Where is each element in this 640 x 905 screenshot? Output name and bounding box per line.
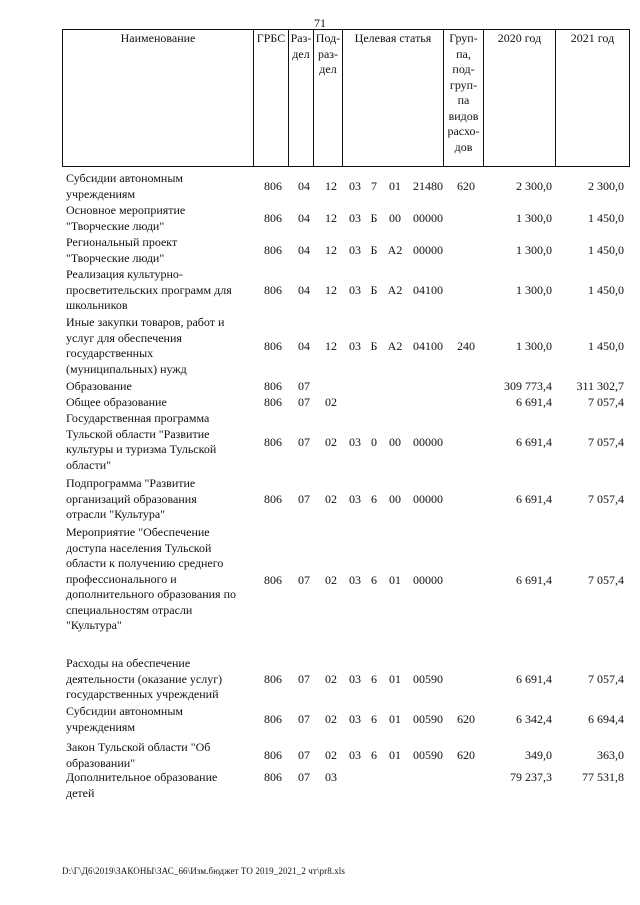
amount-2020-cell: 79 237,3 bbox=[510, 770, 552, 784]
razdel-cell: 07 bbox=[298, 395, 310, 409]
podrazdel-cell: 12 bbox=[325, 283, 337, 297]
razdel-cell: 07 bbox=[298, 770, 310, 784]
razdel-cell: 07 bbox=[298, 435, 310, 449]
row-name-line: организаций образования bbox=[66, 491, 197, 506]
tsel-subprogram-cell: 0 bbox=[371, 435, 377, 449]
tsel-subprogram-cell: 6 bbox=[371, 672, 377, 686]
page-number: 71 bbox=[314, 16, 326, 30]
row-name-line: доступа населения Тульской bbox=[66, 540, 212, 555]
tsel-subprogram-cell: Б bbox=[370, 339, 378, 353]
grbs-cell: 806 bbox=[264, 672, 282, 686]
amount-2021-cell: 7 057,4 bbox=[588, 492, 624, 506]
amount-2021-cell: 1 450,0 bbox=[588, 243, 624, 257]
row-name bbox=[66, 315, 252, 377]
tsel-subprogram-cell: 7 bbox=[371, 179, 377, 193]
row-name-line: учреждениям bbox=[66, 186, 136, 201]
grbs-cell: 806 bbox=[264, 770, 282, 784]
row-name-line: (муниципальных) нужд bbox=[66, 361, 187, 376]
row-name-line: Закон Тульской области "Об bbox=[66, 740, 211, 754]
tsel-program-cell: 03 bbox=[349, 672, 361, 686]
amount-2021-cell: 7 057,4 bbox=[588, 672, 624, 686]
tsel-event-cell: 01 bbox=[389, 573, 401, 587]
tsel-event-cell: 01 bbox=[389, 712, 401, 726]
tsel-program-cell: 03 bbox=[349, 243, 361, 257]
tsel-event-cell: А2 bbox=[387, 283, 403, 297]
row-name bbox=[66, 704, 252, 735]
tsel-event-cell: 01 bbox=[389, 748, 401, 762]
grbs-cell: 806 bbox=[264, 435, 282, 449]
tsel-subprogram-cell: Б bbox=[370, 283, 378, 297]
header-2021: 2021 год bbox=[556, 30, 630, 167]
tsel-direction-cell: 00000 bbox=[413, 573, 443, 587]
row-name-line: Подпрограмма "Развитие bbox=[66, 476, 196, 490]
row-name-line: "Творческие люди" bbox=[66, 218, 165, 233]
vid-rashodov-cell: 620 bbox=[457, 179, 475, 193]
tsel-direction-cell: 00000 bbox=[413, 211, 443, 225]
tsel-program-cell: 03 bbox=[349, 435, 361, 449]
tsel-program-cell: 03 bbox=[349, 339, 361, 353]
podrazdel-cell: 02 bbox=[325, 573, 337, 587]
amount-2020-cell: 2 300,0 bbox=[516, 179, 552, 193]
row-name-line: государственных учреждений bbox=[66, 687, 219, 701]
row-name bbox=[66, 171, 252, 202]
row-name-line: Общее образование bbox=[66, 395, 167, 409]
amount-2021-cell: 2 300,0 bbox=[588, 179, 624, 193]
tsel-subprogram-cell: 6 bbox=[371, 492, 377, 506]
row-name-line: "Культура" bbox=[66, 618, 122, 632]
tsel-program-cell: 03 bbox=[349, 211, 361, 225]
tsel-program-cell: 03 bbox=[349, 573, 361, 587]
amount-2021-cell: 1 450,0 bbox=[588, 339, 624, 353]
grbs-cell: 806 bbox=[264, 339, 282, 353]
amount-2020-cell: 6 342,4 bbox=[516, 712, 552, 726]
row-name-line: области к получению среднего bbox=[66, 556, 224, 570]
razdel-cell: 07 bbox=[298, 379, 310, 393]
tsel-direction-cell: 00000 bbox=[413, 435, 443, 449]
amount-2020-cell: 6 691,4 bbox=[516, 435, 552, 449]
amount-2021-cell: 311 302,7 bbox=[576, 379, 624, 393]
row-name bbox=[66, 656, 252, 703]
row-name bbox=[66, 267, 252, 314]
tsel-direction-cell: 04100 bbox=[413, 283, 443, 297]
row-name-line: области" bbox=[66, 457, 112, 472]
row-name-line: государственных bbox=[66, 346, 154, 360]
row-name bbox=[66, 476, 252, 523]
footer-file-path: D:\Г\Д6\2019\ЗАКОНЫ\ЗАС_66\Изм.бюджет ТО 2019_2021_2 чт\pr8.xls bbox=[62, 866, 346, 876]
row-name-line: "Творческие люди" bbox=[66, 250, 165, 265]
razdel-cell: 04 bbox=[298, 339, 310, 353]
amount-2021-cell: 77 531,8 bbox=[582, 770, 624, 784]
header-grbs: ГРБС bbox=[254, 30, 289, 167]
amount-2020-cell: 1 300,0 bbox=[516, 283, 552, 297]
row-name-line: Мероприятие "Обеспечение bbox=[66, 525, 210, 539]
row-name-line: Основное мероприятие bbox=[66, 203, 186, 217]
row-name bbox=[66, 525, 252, 634]
grbs-cell: 806 bbox=[264, 243, 282, 257]
tsel-event-cell: 00 bbox=[389, 211, 401, 225]
tsel-program-cell: 03 bbox=[349, 283, 361, 297]
podrazdel-cell: 02 bbox=[325, 748, 337, 762]
podrazdel-cell: 02 bbox=[325, 435, 337, 449]
amount-2021-cell: 7 057,4 bbox=[588, 435, 624, 449]
grbs-cell: 806 bbox=[264, 179, 282, 193]
tsel-direction-cell: 00000 bbox=[413, 492, 443, 506]
vid-rashodov-cell: 240 bbox=[457, 339, 475, 353]
tsel-event-cell: А2 bbox=[387, 243, 403, 257]
row-name-line: школьников bbox=[66, 298, 128, 312]
header-tselevaya-statya: Целевая статья bbox=[343, 30, 444, 167]
row-name-line: Государственная программа bbox=[66, 411, 210, 425]
row-name bbox=[66, 235, 252, 266]
amount-2021-cell: 1 450,0 bbox=[588, 283, 624, 297]
row-name-line: услуг для обеспечения bbox=[66, 330, 182, 345]
row-name bbox=[66, 203, 252, 234]
razdel-cell: 07 bbox=[298, 712, 310, 726]
grbs-cell: 806 bbox=[264, 712, 282, 726]
tsel-direction-cell: 00590 bbox=[413, 748, 443, 762]
row-name-line: профессионального и bbox=[66, 571, 177, 586]
podrazdel-cell: 02 bbox=[325, 492, 337, 506]
row-name-line: Образование bbox=[66, 379, 132, 393]
grbs-cell: 806 bbox=[264, 283, 282, 297]
header-gruppa: Груп- па, под- груп- па видов расхо- дов bbox=[444, 30, 484, 167]
tsel-subprogram-cell: Б bbox=[370, 243, 378, 257]
amount-2020-cell: 1 300,0 bbox=[516, 211, 552, 225]
tsel-event-cell: 01 bbox=[389, 179, 401, 193]
row-name-line: Дополнительное образование bbox=[66, 770, 218, 784]
row-name-line: культуры и туризма Тульской bbox=[66, 442, 217, 456]
razdel-cell: 07 bbox=[298, 573, 310, 587]
amount-2020-cell: 6 691,4 bbox=[516, 492, 552, 506]
row-name-line: Иные закупки товаров, работ и bbox=[66, 315, 225, 329]
amount-2021-cell: 6 694,4 bbox=[588, 712, 624, 726]
row-name-line: дополнительного образования по bbox=[66, 587, 236, 601]
tsel-direction-cell: 00000 bbox=[413, 243, 443, 257]
grbs-cell: 806 bbox=[264, 748, 282, 762]
tsel-program-cell: 03 bbox=[349, 492, 361, 506]
tsel-direction-cell: 00590 bbox=[413, 672, 443, 686]
tsel-direction-cell: 00590 bbox=[413, 712, 443, 726]
podrazdel-cell: 03 bbox=[325, 770, 337, 784]
row-name bbox=[66, 770, 252, 801]
row-name-line: отрасли "Культура" bbox=[66, 507, 166, 521]
row-name bbox=[66, 740, 252, 771]
amount-2020-cell: 6 691,4 bbox=[516, 573, 552, 587]
amount-2020-cell: 309 773,4 bbox=[504, 379, 552, 393]
razdel-cell: 04 bbox=[298, 243, 310, 257]
row-name bbox=[66, 395, 252, 411]
row-name-line: просветительских программ для bbox=[66, 282, 232, 297]
row-name-line: учреждениям bbox=[66, 719, 136, 734]
podrazdel-cell: 02 bbox=[325, 712, 337, 726]
vid-rashodov-cell: 620 bbox=[457, 748, 475, 762]
podrazdel-cell: 12 bbox=[325, 243, 337, 257]
grbs-cell: 806 bbox=[264, 573, 282, 587]
amount-2020-cell: 6 691,4 bbox=[516, 672, 552, 686]
header-razdel: Раз- дел bbox=[289, 30, 314, 167]
amount-2020-cell: 1 300,0 bbox=[516, 243, 552, 257]
header-name: Наименование bbox=[63, 30, 254, 167]
vid-rashodov-cell: 620 bbox=[457, 712, 475, 726]
tsel-direction-cell: 21480 bbox=[413, 179, 443, 193]
row-name-line: Субсидии автономным bbox=[66, 704, 183, 718]
podrazdel-cell: 02 bbox=[325, 395, 337, 409]
row-name-line: деятельности (оказание услуг) bbox=[66, 671, 223, 686]
row-name-line: детей bbox=[66, 785, 95, 800]
tsel-subprogram-cell: 6 bbox=[371, 712, 377, 726]
row-name-line: Субсидии автономным bbox=[66, 171, 183, 185]
podrazdel-cell: 12 bbox=[325, 339, 337, 353]
row-name-line: Тульской области "Развитие bbox=[66, 426, 210, 441]
amount-2021-cell: 1 450,0 bbox=[588, 211, 624, 225]
row-name bbox=[66, 379, 252, 395]
row-name-line: образовании" bbox=[66, 755, 136, 770]
amount-2020-cell: 6 691,4 bbox=[516, 395, 552, 409]
row-name-line: Региональный проект bbox=[66, 235, 178, 249]
razdel-cell: 04 bbox=[298, 283, 310, 297]
tsel-direction-cell: 04100 bbox=[413, 339, 443, 353]
razdel-cell: 07 bbox=[298, 748, 310, 762]
tsel-event-cell: 00 bbox=[389, 435, 401, 449]
amount-2020-cell: 349,0 bbox=[525, 748, 552, 762]
podrazdel-cell: 02 bbox=[325, 672, 337, 686]
row-name bbox=[66, 411, 252, 473]
row-name-line: специальностям отрасли bbox=[66, 602, 193, 617]
grbs-cell: 806 bbox=[264, 379, 282, 393]
tsel-event-cell: 01 bbox=[389, 672, 401, 686]
razdel-cell: 04 bbox=[298, 179, 310, 193]
row-name-line: Расходы на обеспечение bbox=[66, 656, 191, 670]
razdel-cell: 04 bbox=[298, 211, 310, 225]
razdel-cell: 07 bbox=[298, 492, 310, 506]
row-name-line: Реализация культурно- bbox=[66, 267, 183, 281]
grbs-cell: 806 bbox=[264, 395, 282, 409]
grbs-cell: 806 bbox=[264, 492, 282, 506]
amount-2021-cell: 7 057,4 bbox=[588, 395, 624, 409]
tsel-subprogram-cell: 6 bbox=[371, 573, 377, 587]
amount-2021-cell: 7 057,4 bbox=[588, 573, 624, 587]
razdel-cell: 07 bbox=[298, 672, 310, 686]
podrazdel-cell: 12 bbox=[325, 179, 337, 193]
tsel-event-cell: 00 bbox=[389, 492, 401, 506]
tsel-program-cell: 03 bbox=[349, 748, 361, 762]
grbs-cell: 806 bbox=[264, 211, 282, 225]
tsel-subprogram-cell: Б bbox=[370, 211, 378, 225]
tsel-program-cell: 03 bbox=[349, 179, 361, 193]
amount-2020-cell: 1 300,0 bbox=[516, 339, 552, 353]
header-podrazdel: Под- раз- дел bbox=[314, 30, 343, 167]
tsel-event-cell: А2 bbox=[387, 339, 403, 353]
table-header bbox=[62, 29, 630, 167]
tsel-subprogram-cell: 6 bbox=[371, 748, 377, 762]
header-2020: 2020 год bbox=[484, 30, 556, 167]
podrazdel-cell: 12 bbox=[325, 211, 337, 225]
amount-2021-cell: 363,0 bbox=[597, 748, 624, 762]
tsel-program-cell: 03 bbox=[349, 712, 361, 726]
